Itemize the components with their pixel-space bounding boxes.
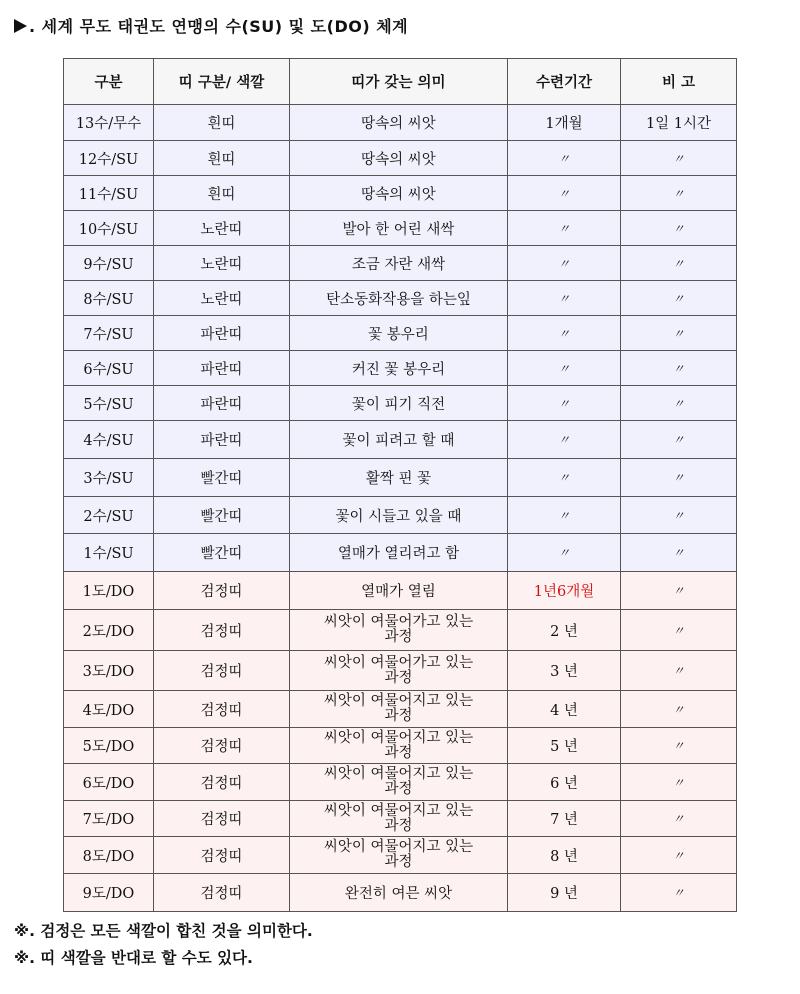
meaning-line: 꽃이 시들고 있을 때 bbox=[335, 508, 462, 525]
table-row bbox=[64, 176, 737, 211]
cell-rank: 4수/SU bbox=[64, 421, 154, 459]
cell-period: 2 년 bbox=[508, 610, 621, 651]
header-period: 수련기간 bbox=[508, 59, 621, 105]
belt-rank-table bbox=[63, 58, 737, 912]
table-body bbox=[64, 105, 737, 912]
cell-note: 〃 bbox=[621, 141, 737, 176]
cell-meaning bbox=[290, 105, 508, 141]
cell-meaning bbox=[290, 386, 508, 421]
cell-period: 6 년 bbox=[508, 764, 621, 801]
table-row bbox=[64, 141, 737, 176]
cell-meaning bbox=[290, 572, 508, 610]
cell-meaning bbox=[290, 281, 508, 316]
page-title-text: . 세계 무도 태권도 연맹의 수(SU) 및 도(DO) 체계 bbox=[29, 17, 409, 36]
cell-meaning bbox=[290, 211, 508, 246]
cell-note: 〃 bbox=[621, 837, 737, 874]
cell-belt: 노란띠 bbox=[154, 211, 290, 246]
cell-rank: 5수/SU bbox=[64, 386, 154, 421]
cell-rank: 13수/무수 bbox=[64, 105, 154, 141]
meaning-line: 과정 bbox=[384, 744, 413, 761]
cell-period: 〃 bbox=[508, 497, 621, 534]
cell-period: 7 년 bbox=[508, 801, 621, 837]
cell-note: 〃 bbox=[621, 211, 737, 246]
cell-meaning bbox=[290, 316, 508, 351]
cell-rank: 2수/SU bbox=[64, 497, 154, 534]
cell-meaning bbox=[290, 801, 508, 837]
cell-rank: 6도/DO bbox=[64, 764, 154, 801]
cell-rank: 1수/SU bbox=[64, 534, 154, 572]
table-row bbox=[64, 837, 737, 874]
triangle-right-icon bbox=[14, 19, 27, 33]
cell-note: 〃 bbox=[621, 691, 737, 728]
cell-meaning bbox=[290, 764, 508, 801]
cell-note: 〃 bbox=[621, 459, 737, 497]
meaning-line: 조금 자란 새싹 bbox=[351, 256, 446, 273]
meaning-line: 씨앗이 여물어지고 있는 bbox=[323, 839, 474, 855]
cell-period: 〃 bbox=[508, 246, 621, 281]
meaning-line: 씨앗이 여물어지고 있는 bbox=[323, 766, 474, 782]
table-row bbox=[64, 281, 737, 316]
cell-period: 3 년 bbox=[508, 651, 621, 691]
header-meaning: 띠가 갖는 의미 bbox=[290, 59, 508, 105]
cell-period: 〃 bbox=[508, 176, 621, 211]
table-row bbox=[64, 497, 737, 534]
table-row bbox=[64, 764, 737, 801]
meaning-line: 활짝 핀 꽃 bbox=[365, 471, 432, 487]
cell-belt: 검정띠 bbox=[154, 801, 290, 837]
cell-belt: 검정띠 bbox=[154, 874, 290, 912]
table-row bbox=[64, 572, 737, 610]
cell-period: 4 년 bbox=[508, 691, 621, 728]
meaning-line: 꽃이 피려고 할 때 bbox=[342, 433, 455, 449]
cell-rank: 5도/DO bbox=[64, 728, 154, 764]
cell-belt: 검정띠 bbox=[154, 572, 290, 610]
header-belt: 띠 구분/ 색깔 bbox=[154, 59, 290, 105]
meaning-line: 땅속의 씨앗 bbox=[361, 116, 436, 132]
cell-belt: 빨간띠 bbox=[154, 534, 290, 572]
table-row bbox=[64, 534, 737, 572]
cell-belt: 검정띠 bbox=[154, 764, 290, 801]
table-row bbox=[64, 316, 737, 351]
cell-belt: 노란띠 bbox=[154, 281, 290, 316]
cell-note: 〃 bbox=[621, 874, 737, 912]
footnote: ※. 검정은 모든 색깔이 합친 것을 의미한다. bbox=[14, 922, 313, 940]
meaning-line: 과정 bbox=[384, 817, 413, 834]
table-row bbox=[64, 610, 737, 651]
cell-period: 1년6개월 bbox=[508, 572, 621, 610]
meaning-line: 씨앗이 여물어지고 있는 bbox=[323, 693, 474, 709]
cell-note: 〃 bbox=[621, 764, 737, 801]
cell-rank: 10수/SU bbox=[64, 211, 154, 246]
cell-rank: 8도/DO bbox=[64, 837, 154, 874]
cell-period: 1개월 bbox=[508, 105, 621, 141]
meaning-line: 완전히 여믄 씨앗 bbox=[344, 886, 453, 902]
cell-meaning bbox=[290, 728, 508, 764]
table-row bbox=[64, 651, 737, 691]
cell-rank: 11수/SU bbox=[64, 176, 154, 211]
meaning-line: 발아 한 어린 새싹 bbox=[342, 221, 455, 238]
cell-period: 〃 bbox=[508, 141, 621, 176]
cell-belt: 파란띠 bbox=[154, 421, 290, 459]
cell-meaning bbox=[290, 651, 508, 691]
cell-note: 〃 bbox=[621, 610, 737, 651]
meaning-line: 과정 bbox=[384, 629, 413, 645]
meaning-line: 땅속의 씨앗 bbox=[361, 186, 436, 203]
meaning-line: 땅속의 씨앗 bbox=[361, 151, 436, 168]
cell-belt: 검정띠 bbox=[154, 651, 290, 691]
meaning-line: 씨앗이 여물어가고 있는 bbox=[323, 614, 474, 630]
cell-period: 9 년 bbox=[508, 874, 621, 912]
meaning-line: 씨앗이 여물어지고 있는 bbox=[323, 802, 474, 819]
cell-rank: 8수/SU bbox=[64, 281, 154, 316]
cell-belt: 검정띠 bbox=[154, 610, 290, 651]
table-row bbox=[64, 246, 737, 281]
cell-period: 〃 bbox=[508, 421, 621, 459]
cell-belt: 파란띠 bbox=[154, 386, 290, 421]
cell-meaning bbox=[290, 534, 508, 572]
cell-meaning bbox=[290, 176, 508, 211]
table-row bbox=[64, 728, 737, 764]
cell-period: 〃 bbox=[508, 211, 621, 246]
cell-meaning bbox=[290, 421, 508, 459]
cell-belt: 파란띠 bbox=[154, 316, 290, 351]
meaning-line: 꽃 봉우리 bbox=[368, 326, 429, 343]
cell-period: 〃 bbox=[508, 459, 621, 497]
cell-belt: 흰띠 bbox=[154, 141, 290, 176]
table-row bbox=[64, 386, 737, 421]
cell-note: 〃 bbox=[621, 386, 737, 421]
cell-meaning bbox=[290, 246, 508, 281]
cell-meaning bbox=[290, 141, 508, 176]
meaning-line: 과정 bbox=[384, 781, 413, 797]
cell-belt: 검정띠 bbox=[154, 728, 290, 764]
cell-belt: 흰띠 bbox=[154, 105, 290, 141]
cell-rank: 9도/DO bbox=[64, 874, 154, 912]
cell-rank: 3수/SU bbox=[64, 459, 154, 497]
cell-meaning bbox=[290, 497, 508, 534]
cell-meaning bbox=[290, 351, 508, 386]
cell-meaning bbox=[290, 459, 508, 497]
cell-belt: 파란띠 bbox=[154, 351, 290, 386]
cell-period: 〃 bbox=[508, 534, 621, 572]
cell-note: 〃 bbox=[621, 176, 737, 211]
cell-meaning bbox=[290, 691, 508, 728]
cell-rank: 3도/DO bbox=[64, 651, 154, 691]
cell-belt: 빨간띠 bbox=[154, 497, 290, 534]
cell-rank: 2도/DO bbox=[64, 610, 154, 651]
table-row bbox=[64, 211, 737, 246]
meaning-line: 씨앗이 여물어지고 있는 bbox=[323, 729, 474, 746]
cell-belt: 검정띠 bbox=[154, 691, 290, 728]
page-title bbox=[14, 14, 408, 37]
cell-rank: 9수/SU bbox=[64, 246, 154, 281]
cell-period: 8 년 bbox=[508, 837, 621, 874]
table-row bbox=[64, 801, 737, 837]
cell-period: 〃 bbox=[508, 386, 621, 421]
cell-note: 〃 bbox=[621, 534, 737, 572]
cell-note: 〃 bbox=[621, 351, 737, 386]
meaning-line: 과정 bbox=[384, 854, 413, 870]
meaning-line: 커진 꽃 봉우리 bbox=[351, 361, 446, 378]
cell-period: 〃 bbox=[508, 351, 621, 386]
cell-belt: 빨간띠 bbox=[154, 459, 290, 497]
cell-note: 〃 bbox=[621, 801, 737, 837]
cell-belt: 노란띠 bbox=[154, 246, 290, 281]
meaning-line: 열매가 열리려고 함 bbox=[337, 546, 460, 562]
table-row bbox=[64, 691, 737, 728]
table-row bbox=[64, 105, 737, 141]
cell-rank: 7수/SU bbox=[64, 316, 154, 351]
cell-note: 〃 bbox=[621, 497, 737, 534]
meaning-line: 과정 bbox=[384, 708, 413, 724]
meaning-line: 씨앗이 여물어가고 있는 bbox=[323, 654, 474, 671]
table-row bbox=[64, 459, 737, 497]
cell-belt: 검정띠 bbox=[154, 837, 290, 874]
cell-rank: 6수/SU bbox=[64, 351, 154, 386]
table-row bbox=[64, 874, 737, 912]
cell-note: 1일 1시간 bbox=[621, 105, 737, 141]
cell-rank: 12수/SU bbox=[64, 141, 154, 176]
cell-period: 〃 bbox=[508, 316, 621, 351]
cell-meaning bbox=[290, 610, 508, 651]
cell-note: 〃 bbox=[621, 421, 737, 459]
meaning-line: 열매가 열림 bbox=[361, 584, 436, 600]
meaning-line: 과정 bbox=[384, 669, 413, 686]
cell-note: 〃 bbox=[621, 572, 737, 610]
cell-note: 〃 bbox=[621, 728, 737, 764]
cell-rank: 7도/DO bbox=[64, 801, 154, 837]
table-row bbox=[64, 421, 737, 459]
cell-meaning bbox=[290, 837, 508, 874]
header-rank: 구분 bbox=[64, 59, 154, 105]
meaning-line: 탄소동화작용을 하는잎 bbox=[326, 291, 471, 308]
meaning-line: 꽃이 피기 직전 bbox=[351, 396, 446, 413]
cell-note: 〃 bbox=[621, 246, 737, 281]
cell-rank: 1도/DO bbox=[64, 572, 154, 610]
table-row bbox=[64, 351, 737, 386]
header-note: 비 고 bbox=[621, 59, 737, 105]
footnote: ※. 띠 색깔을 반대로 할 수도 있다. bbox=[14, 949, 253, 967]
cell-note: 〃 bbox=[621, 281, 737, 316]
cell-belt: 흰띠 bbox=[154, 176, 290, 211]
cell-period: 〃 bbox=[508, 281, 621, 316]
cell-period: 5 년 bbox=[508, 728, 621, 764]
cell-meaning bbox=[290, 874, 508, 912]
footnotes bbox=[14, 918, 313, 972]
cell-note: 〃 bbox=[621, 651, 737, 691]
cell-note: 〃 bbox=[621, 316, 737, 351]
cell-rank: 4도/DO bbox=[64, 691, 154, 728]
table-header-row bbox=[64, 59, 737, 105]
